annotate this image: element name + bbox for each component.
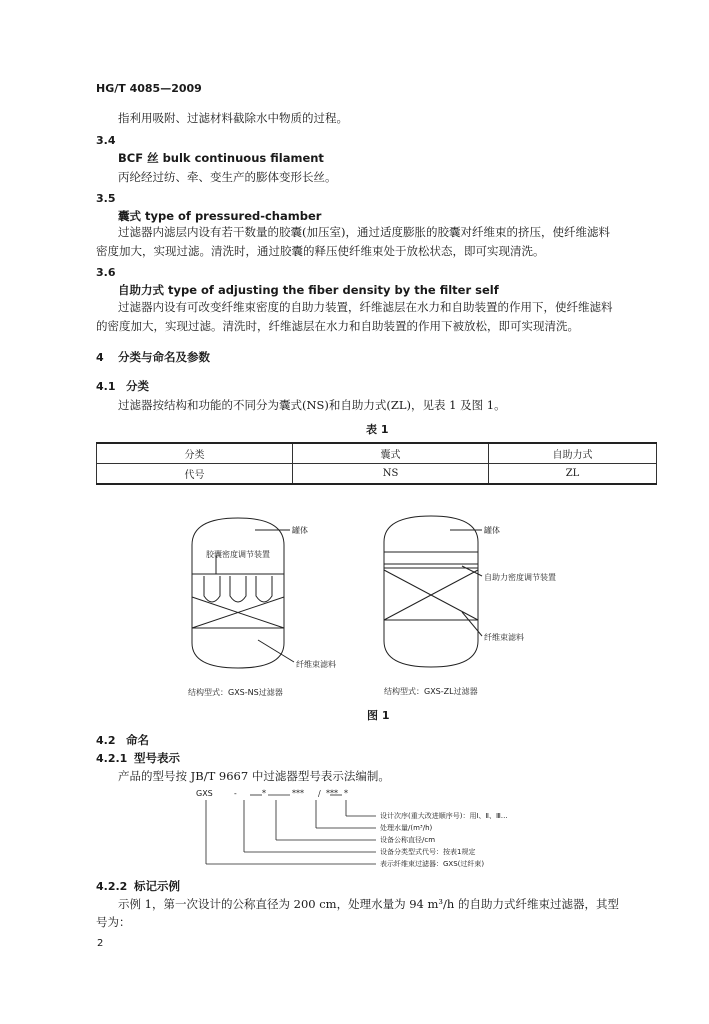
section-4-2-2-text-1: 示例 1，第一次设计的公称直径为 200 cm，处理水量为 94 m³/h 的自助力式纤维束过滤器，其型 [118, 897, 619, 911]
bladder-shape [230, 576, 246, 602]
section-4-2-1-number: 4.2.1 [96, 752, 128, 765]
section-3-4-term: BCF 丝 bulk continuous filament [118, 151, 324, 165]
section-4-2-2-title: 标记示例 [134, 879, 180, 893]
zl-filter-diagram [384, 516, 482, 667]
section-4-2-1-text: 产品的型号按 JB/T 9667 中过滤器型号表示法编制。 [118, 769, 390, 783]
intro-line: 指利用吸附、过滤材料截除水中物质的过程。 [118, 111, 348, 125]
table-cell: 分类 [97, 443, 293, 464]
zl-vessel-shell [384, 516, 478, 667]
section-4-2-1-title: 型号表示 [134, 751, 180, 765]
page-number: 2 [97, 938, 104, 949]
zl-caption: 结构型式：GXS-ZL过滤器 [384, 687, 478, 696]
model-label: 设计次序(重大改进顺序号)：用Ⅰ、Ⅱ、Ⅲ… [380, 812, 508, 820]
model-code-slot: * [262, 789, 266, 798]
model-prefix: GXS [196, 789, 213, 798]
section-3-6-definition-2: 的密度加大，实现过滤。清洗时，纤维滤层在水力和自助装置的作用下被放松，即可实现清洗。 [96, 319, 579, 333]
section-4-2-number: 4.2 [96, 734, 116, 747]
model-separator: / [318, 789, 321, 798]
section-3-6-term: 自助力式 type of adjusting the fiber density by the filter self [118, 283, 499, 297]
section-4-title: 分类与命名及参数 [118, 350, 210, 364]
section-4-number: 4 [96, 351, 104, 364]
bladder-shape [256, 576, 272, 602]
section-3-5-definition-2: 密度加大，实现过滤。清洗时，通过胶囊的释压使纤维束处于放松状态，即可实现清洗。 [96, 244, 545, 258]
model-code-slot: * [344, 789, 348, 798]
model-separator: - [234, 789, 237, 798]
model-code-slot: *** [326, 789, 338, 798]
section-3-5-term: 囊式 type of pressured-chamber [118, 209, 322, 223]
zl-adjust-device [384, 552, 478, 564]
model-code-slot: *** [292, 789, 304, 798]
ns-fiber-pointer [258, 640, 294, 662]
ns-fiber-label: 纤维束滤料 [296, 660, 336, 669]
section-4-1-title: 分类 [126, 379, 149, 393]
zl-fiber-label: 纤维束滤料 [484, 633, 524, 642]
section-4-2-2-number: 4.2.2 [96, 880, 128, 893]
model-label: 设备分类型式代号：按表1规定 [380, 848, 476, 856]
section-4-2-2-text-2: 号为： [96, 915, 131, 929]
zl-device-label: 自助力密度调节装置 [484, 573, 556, 582]
model-label: 设备公称直径/cm [380, 836, 436, 844]
table-cell: NS [293, 464, 489, 485]
section-3-5-definition-1: 过滤器内滤层内设有若干数量的胶囊(加压室)，通过适度膨胀的胶囊对纤维束的挤压，使纤维滤料 [118, 225, 610, 239]
model-label: 表示纤维束过滤器：GXS(过纤束) [380, 860, 485, 868]
ns-bladders [204, 576, 272, 602]
section-3-6-definition-1: 过滤器内设有可改变纤维束密度的自助力装置，纤维滤层在水力和自助装置的作用下，使纤维滤料 [118, 300, 613, 314]
table-1-caption: 表 1 [366, 423, 389, 436]
section-3-4-number: 3.4 [96, 134, 116, 147]
ns-vessel-shell [192, 518, 284, 668]
table-cell: 代号 [97, 464, 293, 485]
zl-fiber-pointer [462, 612, 482, 636]
ns-shell-label: 罐体 [292, 526, 308, 535]
ns-filter-diagram [192, 518, 294, 668]
figure-1-caption: 图 1 [367, 709, 390, 722]
table-cell: ZL [489, 464, 657, 485]
section-4-1-number: 4.1 [96, 380, 116, 393]
ns-caption: 结构型式：GXS-NS过滤器 [188, 688, 283, 697]
model-label: 处理水量/(m³/h) [380, 824, 433, 832]
zl-shell-label: 罐体 [484, 526, 500, 535]
model-code-diagram [206, 795, 376, 864]
section-4-1-text: 过滤器按结构和功能的不同分为囊式(NS)和自助力式(ZL)，见表 1 及图 1。 [118, 398, 506, 412]
table-cell: 自助力式 [489, 443, 657, 464]
bladder-shape [204, 576, 220, 602]
standard-number: HG/T 4085—2009 [96, 82, 202, 95]
section-3-5-number: 3.5 [96, 192, 116, 205]
ns-device-label: 胶囊密度调节装置 [206, 550, 270, 559]
table-cell: 囊式 [293, 443, 489, 464]
section-4-2-title: 命名 [126, 733, 149, 747]
section-3-6-number: 3.6 [96, 266, 116, 279]
section-3-4-definition: 丙纶经过纺、牵、变生产的膨体变形长丝。 [118, 170, 337, 184]
